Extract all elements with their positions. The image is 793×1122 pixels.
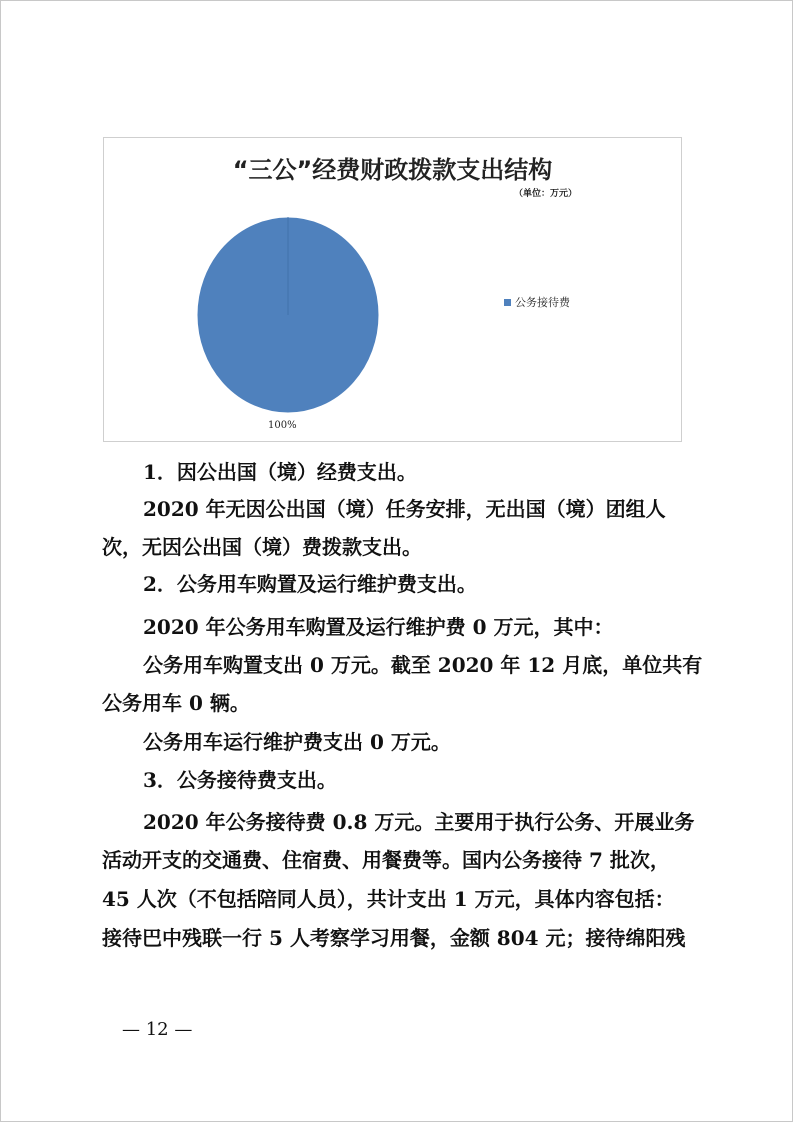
para-vehicles-total: 2020 年公务用车购置及运行维护费 0 万元，其中： bbox=[143, 615, 614, 639]
para-reception-1: 2020 年公务接待费 0.8 万元。主要用于执行公务、开展业务 bbox=[143, 810, 695, 834]
pie-chart bbox=[103, 137, 682, 442]
legend-label: 公务接待费 bbox=[515, 296, 570, 309]
para-overseas-2: 次，无因公出国（境）费拨款支出。 bbox=[102, 535, 422, 559]
heading-overseas: 1．因公出国（境）经费支出。 bbox=[143, 460, 417, 484]
legend-swatch bbox=[504, 299, 511, 306]
chart-unit-label: （单位：万元） bbox=[514, 189, 578, 199]
pie-svg bbox=[104, 138, 683, 443]
para-reception-3: 45 人次（不包括陪同人员），共计支出 1 万元，具体内容包括： bbox=[102, 887, 675, 911]
pie-slice-label: 100% bbox=[268, 420, 297, 431]
para-vehicle-purchase-2: 公务用车 0 辆。 bbox=[102, 691, 250, 715]
heading-reception: 3．公务接待费支出。 bbox=[143, 768, 337, 792]
heading-vehicles: 2．公务用车购置及运行维护费支出。 bbox=[143, 572, 477, 596]
para-vehicle-maintenance: 公务用车运行维护费支出 0 万元。 bbox=[143, 730, 451, 754]
para-overseas-1: 2020 年无因公出国（境）任务安排，无出国（境）团组人 bbox=[143, 497, 666, 521]
chart-title: “三公”经费财政拨款支出结构 bbox=[232, 156, 553, 184]
chart-legend bbox=[504, 294, 570, 310]
para-reception-4: 接待巴中残联一行 5 人考察学习用餐，金额 804 元；接待绵阳残 bbox=[102, 926, 686, 950]
para-vehicle-purchase-1: 公务用车购置支出 0 万元。截至 2020 年 12 月底，单位共有 bbox=[143, 653, 703, 677]
page-number: — 12 — bbox=[122, 1019, 193, 1040]
para-reception-2: 活动开支的交通费、住宿费、用餐费等。国内公务接待 7 批次， bbox=[102, 848, 670, 872]
